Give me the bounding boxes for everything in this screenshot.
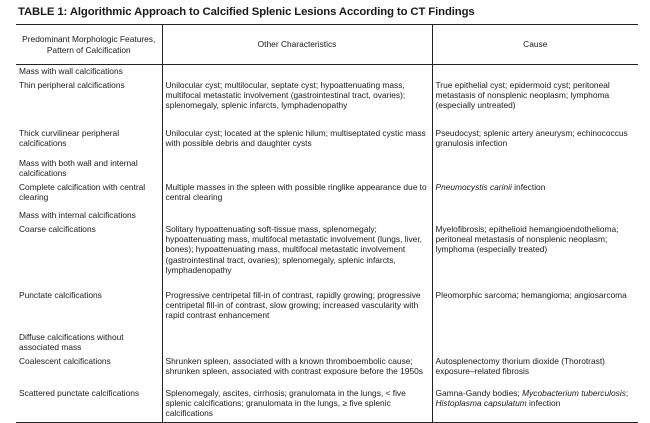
header-other-characteristics: Other Characteristics [162,25,432,65]
row-cause: Pleomorphic sarcoma; hemangioma; angiosarcoma [432,289,638,331]
table-row [16,79,638,127]
row-cause [432,387,638,423]
row-other [162,331,432,355]
row-cause [432,157,638,181]
row-cause: Myelofibrosis; epithelioid hemangioendothelioma; peritoneal metastasis of nonsplenic neoplasm; lymphoma (especially treated) [432,223,638,289]
table-row [16,181,638,209]
row-feature: Mass with wall calcifications [19,66,123,76]
cause-italic-organism: Histoplasma capsulatum [435,397,527,408]
table-row [16,127,638,157]
row-cause: Autosplenectomy thorium dioxide (Thorotrast) exposure–related fibrosis [432,355,638,387]
cause-italic-organism: Mycobacterium tuberculosis [522,387,626,398]
row-other: Unilocular cyst; located at the splenic hilum; multiseptated cystic mass with possible debris and daughter cysts [162,127,432,157]
row-cause [432,209,638,223]
table-row [16,157,638,181]
cause-text: infection [526,397,561,408]
table-row [16,387,638,423]
row-cause: Pseudocyst; splenic artery aneurysm; echinococcus granulosis infection [432,127,638,157]
header-features: Predominant Morphologic Features, Pattern of Calcification [16,25,162,65]
row-feature: Diffuse calcifications without associated mass [19,331,124,352]
table-title: TABLE 1: Algorithmic Approach to Calcified Splenic Lesions According to CT Findings [18,6,475,18]
row-other [162,65,432,79]
cause-text: infection [511,181,546,192]
row-other: Unilocular cyst; multilocular, septate cyst; hypoattenuating mass, multifocal metastatic involvement (gastrointestinal tract, ovaries); splenomegaly, splenic infarcts, lymphadenopathy [162,79,432,127]
row-cause [432,331,638,355]
findings-table [16,24,638,423]
row-feature: Coalescent calcifications [19,355,111,366]
cause-italic-organism: Pneumocystis carinii [435,181,512,192]
row-feature: Coarse calcifications [19,223,96,234]
row-other [162,209,432,223]
row-cause [432,65,638,79]
row-feature: Punctate calcifications [19,289,102,300]
row-other: Progressive centripetal fill-in of contrast, rapidly growing; progressive centripetal fill-in of contrast, slow growing; increased vascularity with rapid contrast enhancement [162,289,432,331]
row-feature: Thick curvilinear peripheral calcifications [19,127,120,148]
cause-text: Gamna-Gandy bodies; [435,387,523,398]
table-row [16,65,638,79]
row-feature: Thin peripheral calcifications [19,79,125,90]
table-row [16,331,638,355]
table-row [16,289,638,331]
header-cause: Cause [432,25,638,65]
table-row [16,223,638,289]
row-cause [432,181,638,209]
row-cause: True epithelial cyst; epidermoid cyst; peritoneal metastasis of nonsplenic neoplasm; lymphoma (especially untreated) [432,79,638,127]
table-row [16,209,638,223]
header-row [16,25,638,65]
row-other [162,157,432,181]
row-feature: Mass with internal calcifications [19,209,136,220]
cause-text: ; [625,387,629,398]
row-other: Splenomegaly, ascites, cirrhosis; granulomata in the lungs, < five splenic calcifications; granulomata in the lungs, ≥ five splenic calcifications [162,387,432,423]
row-feature: Complete calcification with central clearing [19,181,146,202]
row-feature: Scattered punctate calcifications [16,387,162,423]
row-other: Solitary hypoattenuating soft-tissue mass, splenomegaly; hypoattenuating mass, multifocal metastatic involvement (lungs, liver, bones); hypoattenuating mass, multifocal metastatic involvement (gastrointestinal tract, ovaries); splenomegaly, splenic infarcts, lymphadenopathy [162,223,432,289]
row-other: Multiple masses in the spleen with possible ringlike appearance due to central clearing [162,181,432,209]
row-feature: Mass with both wall and internal calcifications [19,157,138,178]
table-row [16,355,638,387]
row-other: Shrunken spleen, associated with a known thromboembolic cause; shrunken spleen, associated with contrast exposure before the 1950s [162,355,432,387]
